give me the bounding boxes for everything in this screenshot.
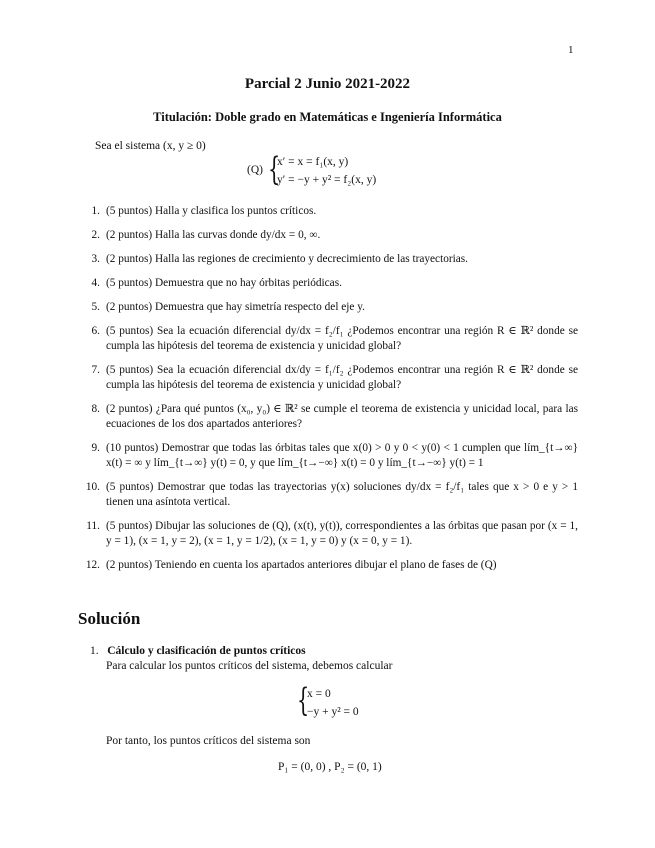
solution-item-1-text: Para calcular los puntos críticos del sistema, debemos calcular [106, 660, 393, 672]
solution-item-1-number: 1. [90, 645, 99, 657]
exercise-number: 10. [85, 481, 100, 493]
exercise-list [78, 204, 578, 573]
solution-text-2: Por tanto, los puntos críticos del sistema son [106, 735, 311, 747]
system-equation-2: y′ = −y + y² = f₂(x, y) [277, 174, 377, 186]
exercise-item [78, 519, 578, 549]
exercise-number: 5. [91, 301, 100, 313]
solution-item-1-header [90, 645, 306, 657]
exercise-text: (2 puntos) Demuestra que hay simetría respecto del eje y. [106, 301, 366, 313]
critical-system-brace: { [297, 681, 310, 719]
intro-text: Sea el sistema (x, y ≥ 0) [95, 140, 206, 152]
exercise-text: (2 puntos) Halla las curvas donde dy/dx = 0, ∞. [106, 229, 321, 241]
system-equation-1: x′ = x = f₁(x, y) [277, 156, 349, 168]
page-title: Parcial 2 Junio 2021-2022 [244, 76, 411, 92]
exercise-number: 11. [86, 520, 100, 532]
exercise-number: 12. [85, 559, 100, 571]
solution-heading: Solución [78, 609, 141, 628]
exercise-item [78, 558, 578, 573]
exercise-text: (2 puntos) Halla las regiones de crecimiento y decrecimiento de las trayectorias. [106, 253, 468, 265]
exercise-number: 6. [91, 325, 100, 337]
exercise-item [78, 324, 578, 354]
exercise-text: (5 puntos) Demostrar que todas las trayectorias y(x) soluciones dy/dx = f₂/f₁ tales que x > 0 e y > 1 tienen una asíntota vertical. [106, 481, 578, 508]
exercise-text: (2 puntos) ¿Para qué puntos (x₀, y₀) ∈ ℝ² se cumple el teorema de existencia y unicidad local, para las ecuaciones de los dos apartados anteriores? [106, 403, 578, 430]
critical-equation-1: x = 0 [307, 688, 331, 700]
exercise-item [78, 441, 578, 471]
exercise-item [78, 204, 578, 219]
exercise-number: 4. [91, 277, 100, 289]
exercise-text: (2 puntos) Teniendo en cuenta los apartados anteriores dibujar el plano de fases de (Q) [106, 559, 497, 571]
exercise-text: (5 puntos) Sea la ecuación diferencial dx/dy = f₁/f₂ ¿Podemos encontrar una región R ∈ ℝ² donde se cumpla las hipótesis del teorema de existencia y unicidad global? [106, 364, 578, 391]
exercise-item [78, 480, 578, 510]
critical-points: P₁ = (0, 0) , P₂ = (0, 1) [278, 761, 382, 773]
exercise-item [78, 228, 578, 243]
solution-item-1-title: Cálculo y clasificación de puntos críticos [107, 645, 306, 657]
critical-equation-2: −y + y² = 0 [307, 706, 359, 718]
exercise-number: 3. [91, 253, 100, 265]
exercise-number: 7. [91, 364, 100, 376]
exercise-item [78, 300, 578, 315]
page-subtitle: Titulación: Doble grado en Matemáticas e Ingeniería Informática [153, 110, 502, 124]
system-label: (Q) [247, 164, 263, 176]
exercise-item [78, 363, 578, 393]
exercise-item [78, 402, 578, 432]
exercise-text: (10 puntos) Demostrar que todas las órbitas tales que x(0) > 0 y 0 < y(0) < 1 cumplen que lím_{t→∞} x(t) = ∞ y lím_{t→∞} y(t) = 0, y que lím_{t→−∞} x(t) = 0 y lím_{t→−∞} y(t) = 1 [106, 442, 578, 469]
exercise-number: 8. [91, 403, 100, 415]
exercise-text: (5 puntos) Dibujar las soluciones de (Q), (x(t), y(t)), correspondientes a las órbitas que pasan por (x = 1, y = 1), (x = 1, y = 2), (x = 1, y = 1/2), (x = 1, y = 0) y (x = 0, y = 1). [106, 520, 578, 547]
exercise-number: 1. [91, 205, 100, 217]
exercise-text: (5 puntos) Demuestra que no hay órbitas periódicas. [106, 277, 342, 289]
exercise-item [78, 276, 578, 291]
exercise-number: 9. [91, 442, 100, 454]
exercise-number: 2. [91, 229, 100, 241]
exercise-text: (5 puntos) Sea la ecuación diferencial dy/dx = f₂/f₁ ¿Podemos encontrar una región R ∈ ℝ² donde se cumpla las hipótesis del teorema de existencia y unicidad global? [106, 325, 578, 352]
page-number: 1 [568, 44, 574, 56]
exercise-text: (5 puntos) Halla y clasifica los puntos críticos. [106, 205, 317, 217]
exercise-item [78, 252, 578, 267]
system-brace: { [268, 150, 281, 188]
